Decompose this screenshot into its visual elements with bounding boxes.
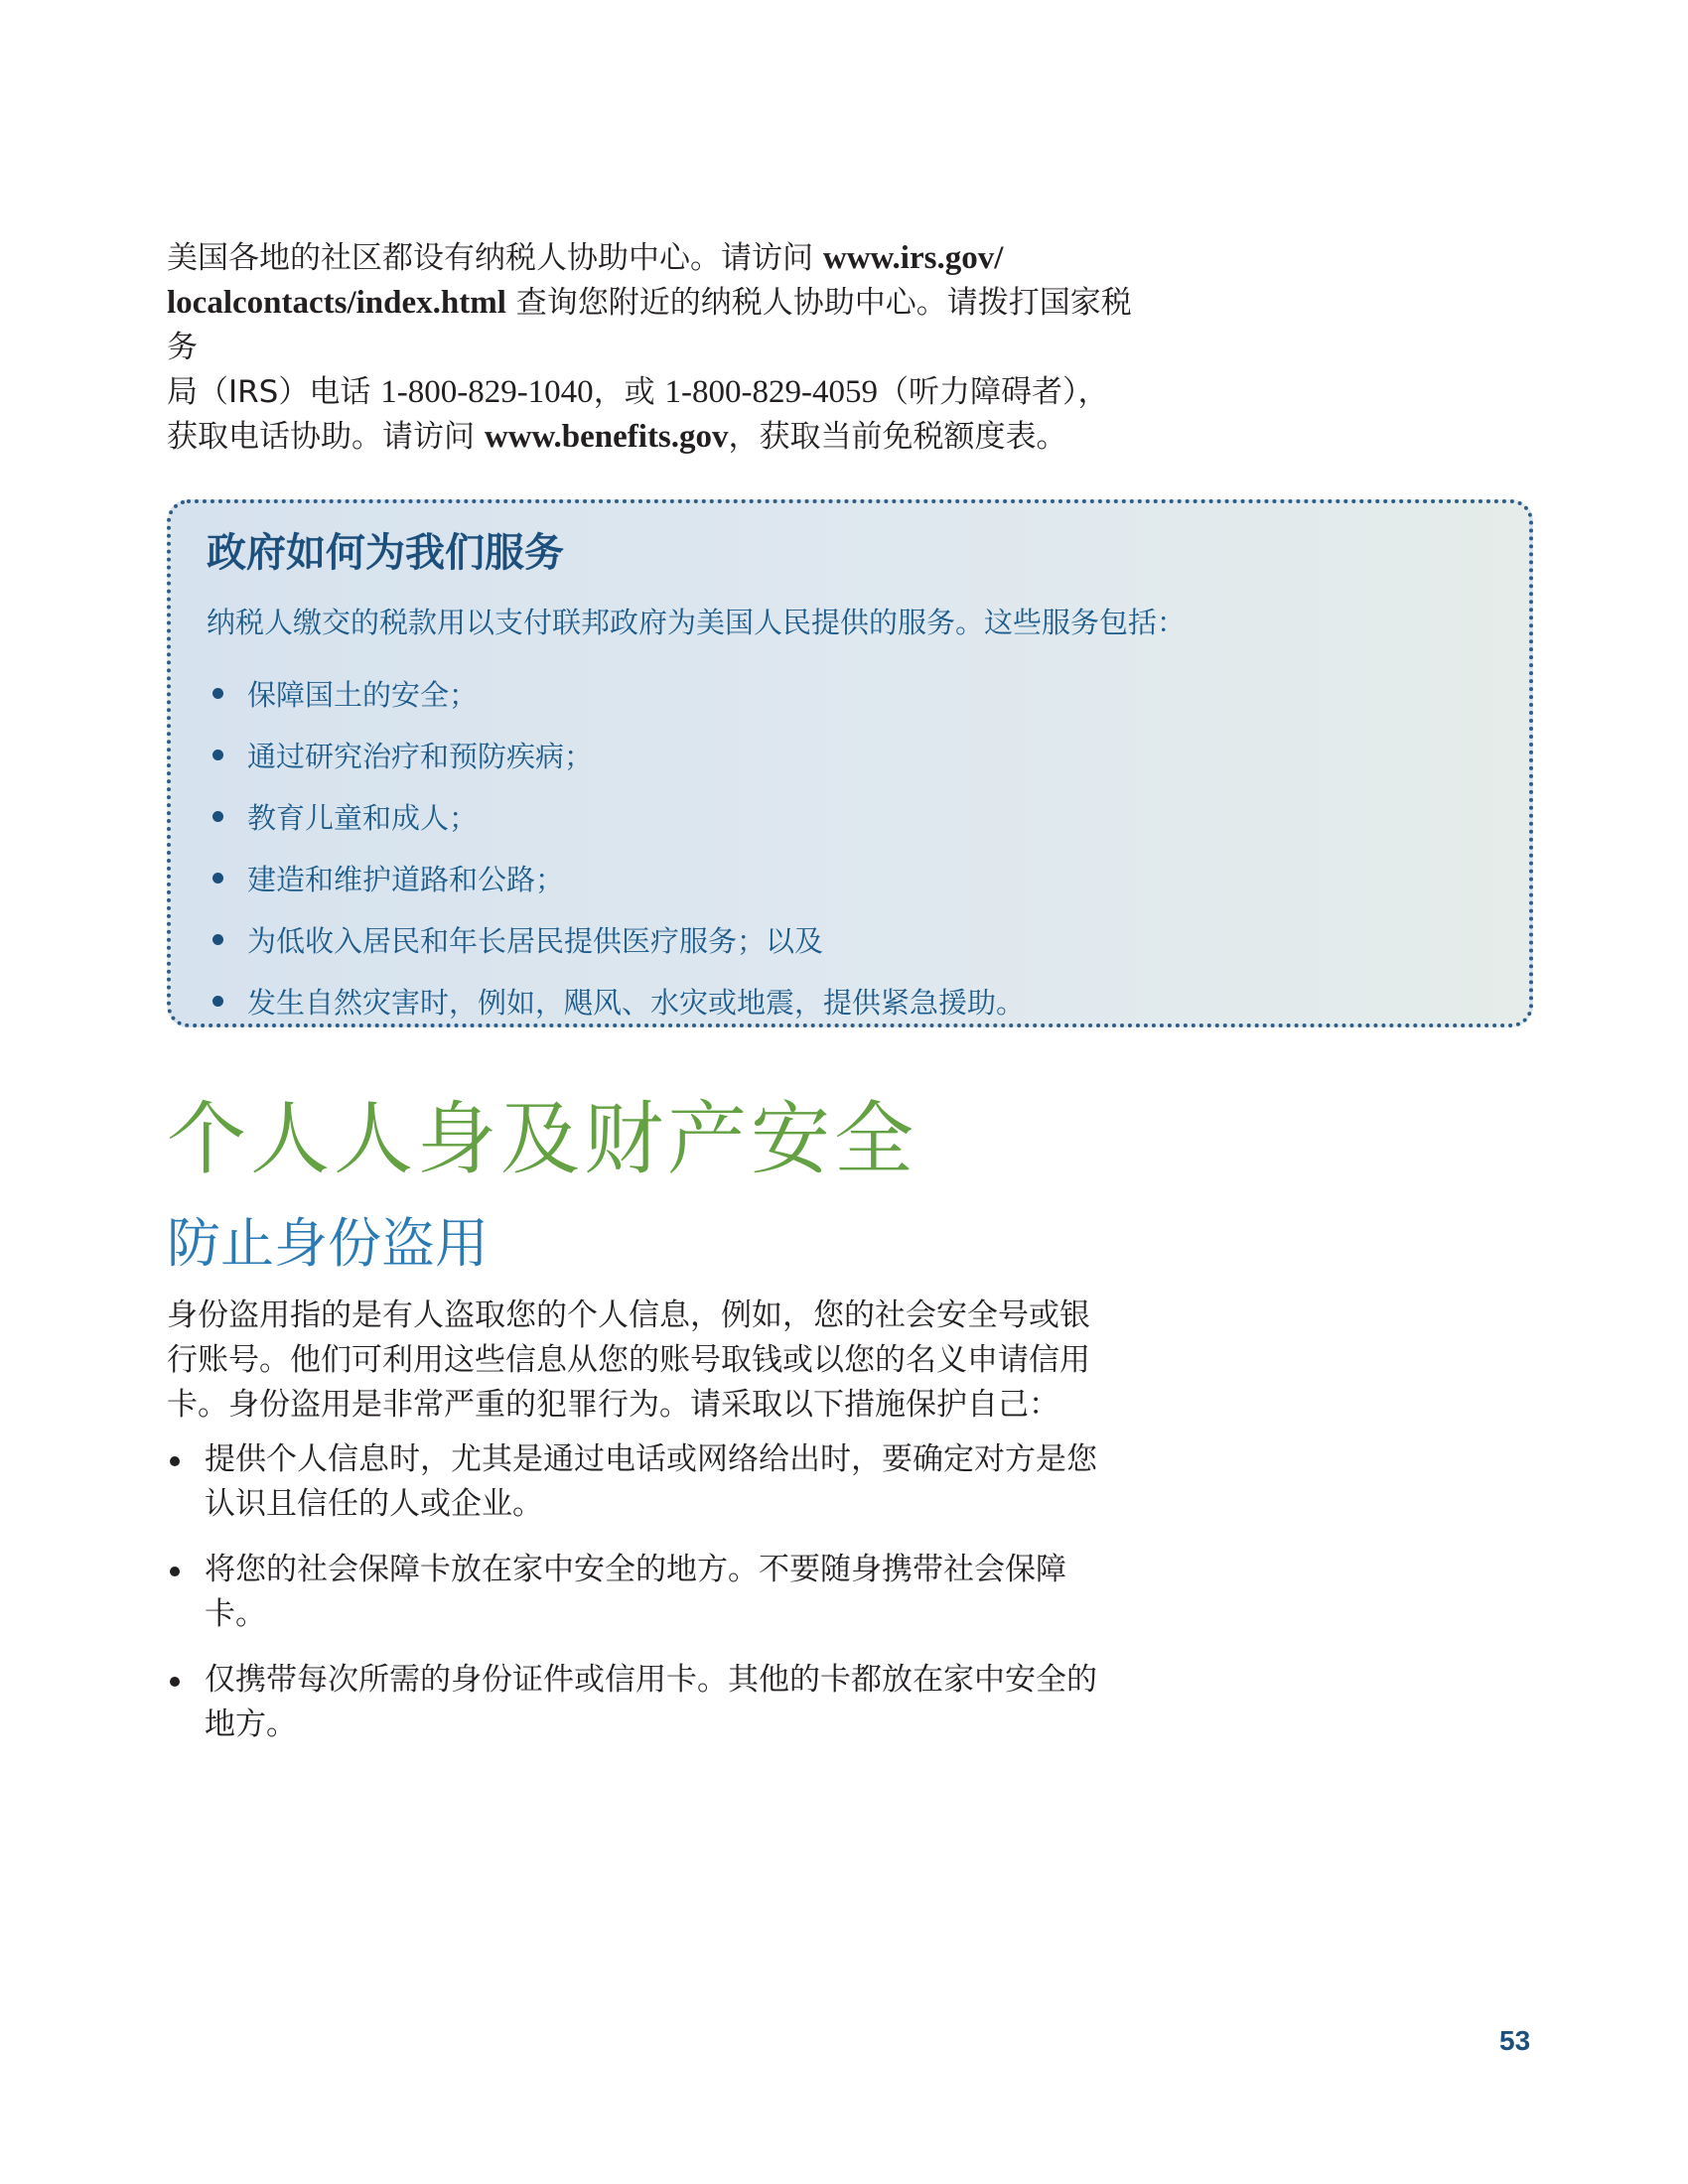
service-item xyxy=(207,785,1025,847)
callout-intro: 纳税人缴交的税款用以支付联邦政府为美国人民提供的服务。这些服务包括： xyxy=(207,606,1187,639)
list-item xyxy=(167,1658,1180,1747)
callout-title: 政府如何为我们服务 xyxy=(207,530,564,576)
service-item-text: 教育儿童和成人； xyxy=(247,800,479,835)
service-item xyxy=(207,662,1025,724)
paragraph-line: 行账号。他们可利用这些信息从您的账号取钱或以您的名义申请信用 xyxy=(167,1342,1090,1378)
service-item xyxy=(207,970,1025,1031)
government-services-callout xyxy=(167,499,1533,1027)
service-item-text: 通过研究治疗和预防疾病； xyxy=(247,739,594,773)
list-item-line: 卡。 xyxy=(205,1596,266,1632)
list-item-line: 提供个人信息时，尤其是通过电话或网络给出时，要确定对方是您 xyxy=(205,1441,1097,1477)
benefits-url[interactable]: www.benefits.gov xyxy=(484,419,729,455)
page-number: 53 xyxy=(1499,2025,1531,2056)
intro-line-2 xyxy=(167,281,1160,370)
paragraph-line: 卡。身份盗用是非常严重的犯罪行为。请采取以下措施保护自己： xyxy=(167,1387,1059,1423)
intro-text: 局（IRS）电话 xyxy=(167,374,381,410)
protection-tips-list xyxy=(167,1437,1180,1768)
intro-text: 获取电话协助。请访问 xyxy=(167,419,485,455)
intro-text: 查询您附近的纳税人协助中心。请拨打国家税务 xyxy=(167,285,1132,365)
list-item-line: 仅携带每次所需的身份证件或信用卡。其他的卡都放在家中安全的 xyxy=(205,1662,1097,1698)
identity-theft-paragraph xyxy=(167,1294,1180,1428)
intro-text: 美国各地的社区都设有纳税人协助中心。请访问 xyxy=(167,240,823,276)
irs-url-part1[interactable]: www.irs.gov/ xyxy=(822,240,1004,276)
service-item-text: 为低收入居民和年长居民提供医疗服务；以及 xyxy=(247,923,824,958)
bullet-icon xyxy=(212,811,223,822)
intro-line-1 xyxy=(167,236,1160,281)
service-item-text: 发生自然灾害时，例如，飓风、水灾或地震，提供紧急援助。 xyxy=(247,985,1026,1020)
bullet-icon xyxy=(170,1567,180,1576)
list-item-line: 将您的社会保障卡放在家中安全的地方。不要随身携带社会保障 xyxy=(205,1552,1066,1587)
sub-heading: 防止身份盗用 xyxy=(167,1212,489,1275)
list-item xyxy=(167,1437,1180,1527)
irs-url-part2[interactable]: localcontacts/index.html xyxy=(167,285,506,321)
bullet-icon xyxy=(170,1677,180,1687)
bullet-icon xyxy=(212,688,223,699)
intro-line-4 xyxy=(167,415,1160,460)
bullet-icon xyxy=(212,873,223,884)
paragraph-line: 身份盗用指的是有人盗取您的个人信息，例如，您的社会安全号或银 xyxy=(167,1297,1090,1333)
section-heading: 个人人身及财产安全 xyxy=(167,1093,917,1185)
service-item-text: 建造和维护道路和公路； xyxy=(247,862,565,896)
intro-text: ，获取当前免税额度表。 xyxy=(728,419,1067,455)
service-item xyxy=(207,908,1025,970)
bullet-icon xyxy=(212,996,223,1007)
list-item-line: 地方。 xyxy=(205,1706,297,1742)
irs-phone: 1-800-829-1040 xyxy=(380,374,594,410)
service-item xyxy=(207,847,1025,908)
bullet-icon xyxy=(212,934,223,945)
list-item-line: 认识且信任的人或企业。 xyxy=(205,1486,543,1522)
intro-text: （听力障碍者）， xyxy=(878,374,1109,410)
intro-text: ，或 xyxy=(593,374,665,410)
service-item-text: 保障国土的安全； xyxy=(247,677,479,712)
bullet-icon xyxy=(170,1456,180,1466)
intro-paragraph xyxy=(167,236,1160,460)
intro-line-3 xyxy=(167,370,1160,415)
services-list xyxy=(207,662,1025,1031)
list-item xyxy=(167,1548,1180,1637)
irs-tty-phone: 1-800-829-4059 xyxy=(664,374,879,410)
service-item xyxy=(207,724,1025,785)
bullet-icon xyxy=(212,750,223,760)
